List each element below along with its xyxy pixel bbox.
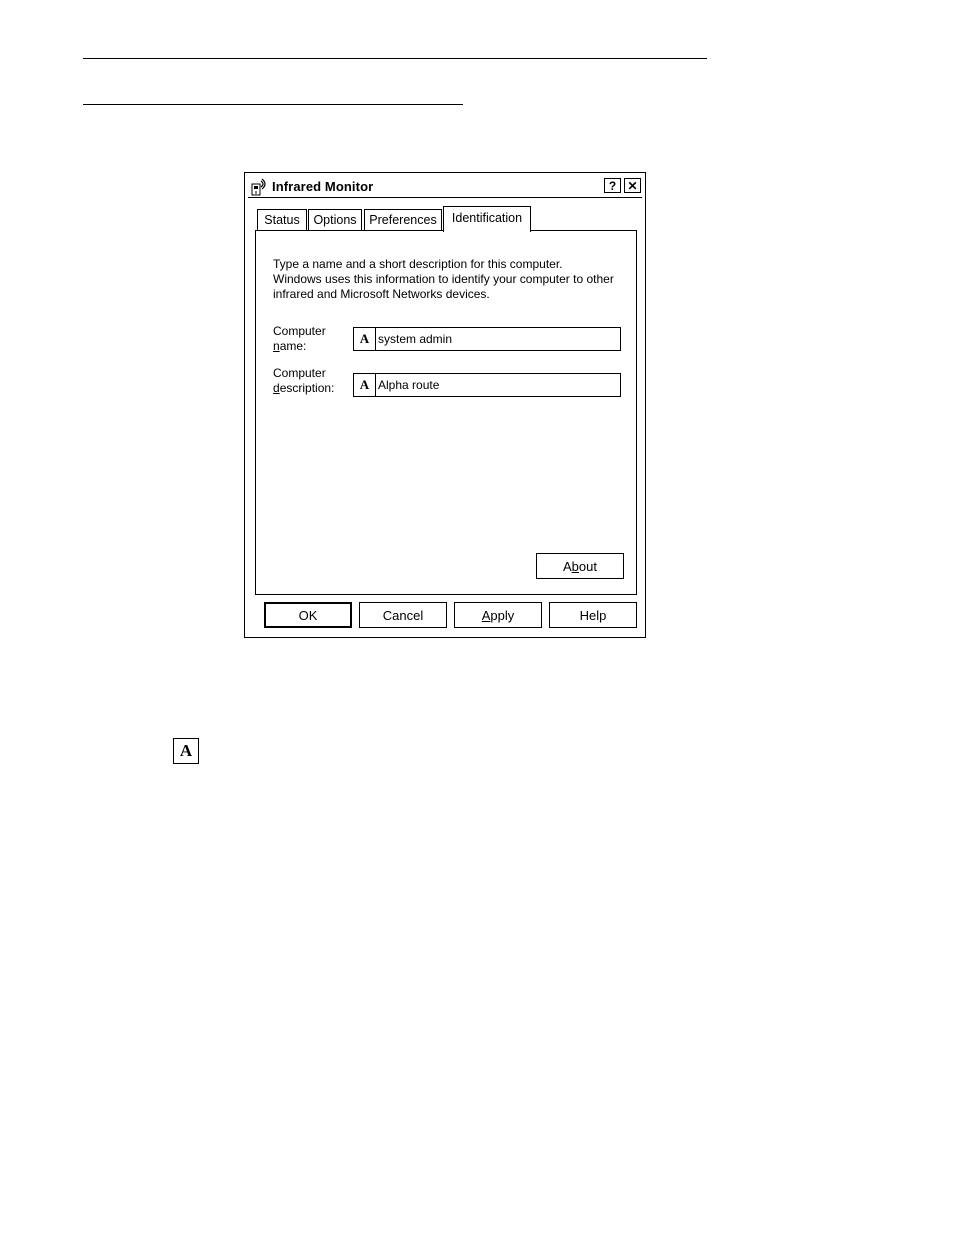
close-button[interactable] — [624, 178, 641, 193]
description-line: Type a name and a short description for this computer. — [273, 257, 563, 271]
header-rule-short — [83, 104, 463, 105]
about-button[interactable]: A b out — [536, 553, 624, 579]
description-line: Windows uses this information to identify your computer to other — [273, 272, 614, 286]
infrared-monitor-icon — [250, 178, 268, 196]
computer-name-label: Computer name: — [273, 324, 326, 353]
computer-description-label: Computer description: — [273, 366, 335, 395]
ok-button[interactable]: OK — [264, 602, 352, 628]
tab-identification[interactable]: Identification — [443, 206, 531, 232]
infrared-monitor-dialog — [244, 172, 646, 638]
computer-description-input[interactable] — [378, 375, 616, 395]
identification-description — [273, 257, 633, 302]
computer-name-input[interactable] — [378, 329, 616, 349]
identification-panel — [255, 230, 637, 595]
header-rule-long — [83, 58, 707, 59]
description-line: infrared and Microsoft Networks devices. — [273, 287, 490, 301]
help-button[interactable]: Help — [549, 602, 637, 628]
computer-name-field[interactable] — [353, 327, 621, 351]
dialog-title: Infrared Monitor — [272, 179, 374, 194]
computer-description-field[interactable] — [353, 373, 621, 397]
tab-options[interactable]: Options — [308, 209, 362, 230]
close-icon: ✕ — [627, 178, 638, 193]
tab-preferences[interactable]: Preferences — [364, 209, 442, 230]
cancel-button[interactable]: Cancel — [359, 602, 447, 628]
apply-button[interactable]: A pply — [454, 602, 542, 628]
text-field-icon: A — [354, 328, 376, 350]
text-field-icon: A — [173, 738, 199, 764]
title-bar — [248, 176, 642, 198]
tab-status[interactable]: Status — [257, 209, 307, 230]
context-help-button[interactable]: ? — [604, 178, 621, 193]
text-field-icon: A — [354, 374, 376, 396]
